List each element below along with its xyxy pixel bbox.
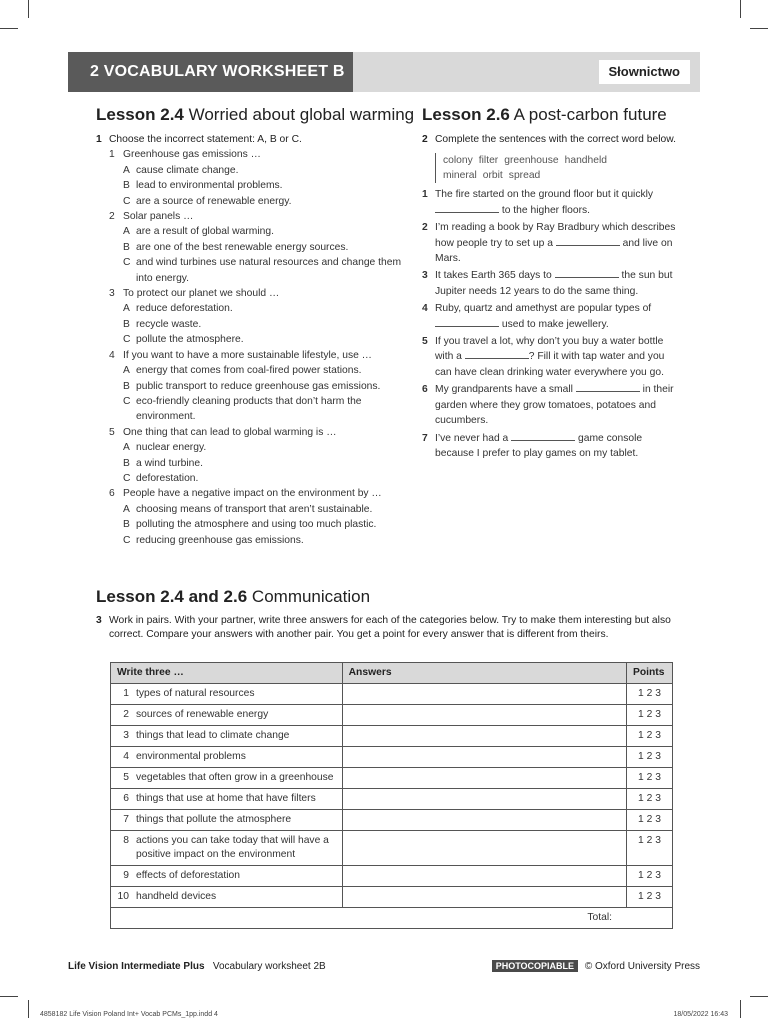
photocopiable-badge: PHOTOCOPIABLE — [492, 960, 578, 972]
question-number: 4 — [109, 349, 115, 361]
word-box-word: handheld — [564, 155, 607, 167]
points-cell[interactable]: 1 2 3 — [626, 768, 672, 789]
question-item — [96, 147, 406, 162]
column-header-points: Points — [626, 663, 672, 684]
sentence-text: If you travel a lot, why don’t you buy a water bottle with a — [435, 336, 664, 363]
category-number: 3 — [123, 730, 129, 741]
category-cell — [111, 684, 343, 705]
sentence-text: My grandparents have a small — [435, 384, 576, 396]
gap-fill-sentence — [422, 301, 677, 332]
table-row — [111, 789, 673, 810]
answers-cell[interactable] — [342, 810, 626, 831]
lesson-subtitle: A post-carbon future — [513, 105, 667, 124]
answer-option — [96, 224, 406, 239]
column-header-answers: Answers — [342, 663, 626, 684]
answer-option — [96, 471, 406, 486]
answer-option — [96, 456, 406, 471]
question-item — [96, 209, 406, 224]
crop-mark — [750, 996, 768, 997]
question-item — [96, 486, 406, 501]
option-text: cause climate change. — [136, 164, 239, 176]
answer-option — [96, 178, 406, 193]
category-text: environmental problems — [136, 751, 246, 762]
option-text: are a source of renewable energy. — [136, 195, 292, 207]
footer-book-info — [68, 961, 326, 972]
option-text: reducing greenhouse gas emissions. — [136, 534, 304, 546]
answers-cell[interactable] — [342, 831, 626, 866]
category-text: effects of deforestation — [136, 870, 240, 881]
option-letter: A — [123, 442, 130, 454]
points-cell[interactable]: 1 2 3 — [626, 726, 672, 747]
instruction-text: Choose the incorrect statement: A, B or C. — [109, 134, 302, 145]
section-badge: Słownictwo — [599, 60, 691, 84]
option-letter: C — [123, 334, 131, 346]
category-cell — [111, 810, 343, 831]
category-cell — [111, 726, 343, 747]
answer-option — [96, 163, 406, 178]
sentence-text: and live on Mars. — [435, 237, 673, 265]
category-number: 7 — [123, 814, 129, 825]
gap-fill-sentence — [422, 220, 677, 266]
communication-title — [96, 587, 370, 607]
sentence-number: 3 — [422, 270, 428, 282]
question-stem: People have a negative impact on the environment by … — [123, 488, 382, 500]
question-number: 6 — [109, 488, 115, 500]
task-number: 1 — [96, 134, 102, 145]
word-box — [435, 153, 677, 183]
copyright-text: © Oxford University Press — [584, 961, 700, 972]
table-row — [111, 866, 673, 887]
category-text: things that lead to climate change — [136, 730, 290, 741]
option-text: reduce deforestation. — [136, 303, 233, 315]
points-cell[interactable]: 1 2 3 — [626, 887, 672, 908]
task-3-instruction — [96, 614, 676, 641]
points-cell[interactable]: 1 2 3 — [626, 705, 672, 726]
table-row — [111, 705, 673, 726]
table-row — [111, 747, 673, 768]
sentence-number: 7 — [422, 432, 428, 444]
table-row — [111, 831, 673, 866]
option-letter: A — [123, 164, 130, 176]
crop-mark — [28, 1000, 29, 1018]
table-row — [111, 684, 673, 705]
category-number: 6 — [123, 793, 129, 804]
instruction-text: Complete the sentences with the correct word below. — [435, 134, 676, 145]
answers-cell[interactable] — [342, 768, 626, 789]
print-slug-date: 18/05/2022 16:43 — [673, 1011, 728, 1018]
task-2 — [422, 132, 677, 461]
category-text: handheld devices — [136, 891, 217, 902]
option-letter: A — [123, 503, 130, 515]
total-row — [111, 908, 673, 929]
answers-cell[interactable] — [342, 705, 626, 726]
category-text: actions you can take today that will have a positive impact on the environment — [136, 835, 329, 860]
sentence-text: Ruby, quartz and amethyst are popular types of — [435, 303, 652, 315]
lesson-subtitle: Worried about global warming — [188, 105, 415, 124]
question-number: 3 — [109, 288, 115, 300]
option-letter: B — [123, 318, 130, 330]
category-number: 8 — [123, 835, 129, 846]
option-letter: C — [123, 195, 131, 207]
lesson-subtitle: Communication — [251, 587, 371, 606]
option-text: pollute the atmosphere. — [136, 334, 244, 346]
sentence-text: the sun but Jupiter needs 12 years to do the same thing. — [435, 270, 673, 297]
book-title: Life Vision Intermediate Plus — [68, 961, 205, 972]
option-letter: B — [123, 519, 130, 531]
question-stem: To protect our planet we should … — [123, 288, 280, 300]
points-cell[interactable]: 1 2 3 — [626, 831, 672, 866]
lesson-code: Lesson 2.4 and 2.6 — [96, 587, 248, 606]
option-letter: B — [123, 380, 130, 392]
crop-mark — [740, 0, 741, 18]
word-box-word: orbit — [482, 170, 503, 182]
sentence-number: 5 — [422, 336, 428, 348]
sentence-text: I’ve never had a — [435, 432, 512, 444]
word-box-word: spread — [508, 170, 541, 182]
answer-blank[interactable] — [556, 236, 620, 246]
task-1 — [96, 132, 406, 548]
category-cell — [111, 831, 343, 866]
option-text: energy that comes from coal-fired power stations. — [136, 365, 362, 377]
lesson-2-6-title — [422, 105, 667, 125]
question-item — [96, 286, 406, 301]
answer-option — [96, 317, 406, 332]
word-box-word: filter — [478, 155, 499, 167]
crop-mark — [28, 0, 29, 18]
answers-cell[interactable] — [342, 789, 626, 810]
category-number: 4 — [123, 751, 129, 762]
crop-mark — [740, 1000, 741, 1018]
question-item — [96, 425, 406, 440]
question-number: 1 — [109, 149, 115, 161]
gap-fill-sentence — [422, 187, 677, 218]
question-number: 5 — [109, 426, 115, 438]
task-1-items — [96, 147, 406, 548]
category-cell — [111, 887, 343, 908]
answers-cell[interactable] — [342, 747, 626, 768]
category-text: things that pollute the atmosphere — [136, 814, 292, 825]
answers-cell[interactable] — [342, 726, 626, 747]
category-number: 10 — [117, 891, 129, 902]
answer-option — [96, 533, 406, 548]
sentence-number: 2 — [422, 222, 428, 234]
table-row — [111, 810, 673, 831]
option-letter: C — [123, 472, 131, 484]
answer-option — [96, 502, 406, 517]
sentence-text: used to make jewellery. — [499, 318, 609, 330]
answer-option — [96, 301, 406, 316]
worksheet-label: Vocabulary worksheet 2B — [212, 961, 326, 972]
question-item — [96, 348, 406, 363]
question-stem: One thing that can lead to global warming is … — [123, 426, 337, 438]
crop-mark — [750, 28, 768, 29]
task-1-instruction — [96, 132, 406, 147]
answer-option — [96, 194, 406, 209]
worksheet-title: 2 VOCABULARY WORKSHEET B — [90, 63, 345, 80]
category-number: 9 — [123, 870, 129, 881]
points-cell[interactable]: 1 2 3 — [626, 866, 672, 887]
word-box-word: greenhouse — [504, 155, 559, 167]
sentence-number: 1 — [422, 189, 428, 201]
sentence-text: It takes Earth 365 days to — [435, 270, 555, 282]
instruction-text: Work in pairs. With your partner, write three answers for each of the categories below. Try to make them interesting but also correct. Compare your answers with another pair. You get a point for every answer that is different from theirs. — [109, 615, 671, 640]
answers-cell[interactable] — [342, 684, 626, 705]
option-letter: B — [123, 180, 130, 192]
answer-option — [96, 440, 406, 455]
task-number: 3 — [96, 615, 102, 626]
category-text: vegetables that often grow in a greenhouse — [136, 772, 334, 783]
points-cell[interactable]: 1 2 3 — [626, 789, 672, 810]
option-text: eco-friendly cleaning products that don’t harm the environment. — [136, 395, 362, 423]
answer-option — [96, 379, 406, 394]
option-text: and wind turbines use natural resources and change them into energy. — [136, 257, 402, 284]
task-number: 2 — [422, 134, 428, 145]
category-number: 2 — [123, 709, 129, 720]
option-text: a wind turbine. — [136, 457, 203, 469]
word-box-word: mineral — [443, 170, 477, 182]
lesson-2-4-title — [96, 105, 414, 125]
print-slug-file: 4858182 Life Vision Poland Int+ Vocab PCMs_1pp.indd 4 — [40, 1011, 218, 1018]
column-header-write-three: Write three … — [111, 663, 343, 684]
sentence-number: 4 — [422, 303, 428, 315]
category-text: sources of renewable energy — [136, 709, 269, 720]
sentence-number: 6 — [422, 384, 428, 396]
option-text: public transport to reduce greenhouse gas emissions. — [136, 380, 381, 392]
lesson-code: Lesson 2.4 — [96, 105, 184, 124]
option-text: recycle waste. — [136, 318, 202, 330]
table-row — [111, 768, 673, 789]
option-text: deforestation. — [136, 472, 199, 484]
answer-blank[interactable] — [465, 349, 529, 359]
task-2-instruction — [422, 132, 677, 147]
category-cell — [111, 789, 343, 810]
communication-table — [110, 662, 673, 929]
gap-fill-sentence — [422, 268, 677, 299]
table-header-row — [111, 663, 673, 684]
option-text: lead to environmental problems. — [136, 180, 283, 192]
points-cell[interactable]: 1 2 3 — [626, 684, 672, 705]
answer-option — [96, 240, 406, 255]
sentence-text: ? Fill it with tap water and you can have clean drinking water everywhere you go. — [435, 351, 665, 378]
question-stem: Greenhouse gas emissions … — [123, 149, 261, 161]
question-stem: If you want to have a more sustainable lifestyle, use … — [123, 349, 372, 361]
answer-blank[interactable] — [555, 268, 619, 278]
worksheet-header — [68, 52, 700, 92]
option-letter: C — [123, 395, 131, 407]
option-text: polluting the atmosphere and using too much plastic. — [136, 519, 377, 531]
answer-blank[interactable] — [511, 431, 575, 441]
answer-option — [96, 332, 406, 347]
category-cell — [111, 768, 343, 789]
sentence-text: I’m reading a book by Ray Bradbury which describes how people try to set up a — [435, 222, 676, 249]
category-number: 5 — [123, 772, 129, 783]
answer-blank[interactable] — [576, 382, 640, 392]
gap-fill-sentence — [422, 382, 677, 428]
answer-option — [96, 394, 406, 425]
option-text: are one of the best renewable energy sources. — [136, 241, 349, 253]
crop-mark — [0, 28, 18, 29]
category-cell — [111, 747, 343, 768]
answer-option — [96, 517, 406, 532]
total-label: Total: — [111, 908, 673, 929]
option-text: are a result of global warming. — [136, 226, 274, 238]
sentence-text: to the higher floors. — [499, 204, 591, 216]
answer-blank[interactable] — [435, 203, 499, 213]
option-letter: A — [123, 365, 130, 377]
word-box-word: colony — [443, 155, 473, 167]
crop-mark — [0, 996, 18, 997]
header-title-band — [68, 52, 353, 92]
category-cell — [111, 705, 343, 726]
sentence-text: game console because I prefer to play games on my tablet. — [435, 432, 643, 459]
answers-cell[interactable] — [342, 887, 626, 908]
option-letter: C — [123, 257, 131, 269]
footer-copyright — [492, 960, 700, 972]
category-cell — [111, 866, 343, 887]
points-cell[interactable]: 1 2 3 — [626, 747, 672, 768]
option-letter: A — [123, 226, 130, 238]
answer-blank[interactable] — [435, 317, 499, 327]
answer-option — [96, 363, 406, 378]
option-letter: B — [123, 457, 130, 469]
category-text: things that use at home that have filters — [136, 793, 316, 804]
option-text: nuclear energy. — [136, 442, 207, 454]
answer-option — [96, 255, 406, 286]
sentence-text: in their garden where they grow tomatoes, potatoes and cucumbers. — [435, 384, 674, 427]
option-text: choosing means of transport that aren’t sustainable. — [136, 503, 373, 515]
gap-fill-sentence — [422, 334, 677, 380]
task-2-sentences — [422, 187, 677, 461]
points-cell[interactable]: 1 2 3 — [626, 810, 672, 831]
table-row — [111, 887, 673, 908]
option-letter: A — [123, 303, 130, 315]
option-letter: C — [123, 534, 131, 546]
gap-fill-sentence — [422, 431, 677, 462]
question-stem: Solar panels … — [123, 211, 194, 223]
category-number: 1 — [123, 688, 129, 699]
option-letter: B — [123, 241, 130, 253]
sentence-text: The fire started on the ground floor but it quickly — [435, 189, 654, 201]
lesson-code: Lesson 2.6 — [422, 105, 510, 124]
table-row — [111, 726, 673, 747]
question-number: 2 — [109, 211, 115, 223]
category-text: types of natural resources — [136, 688, 255, 699]
answers-cell[interactable] — [342, 866, 626, 887]
